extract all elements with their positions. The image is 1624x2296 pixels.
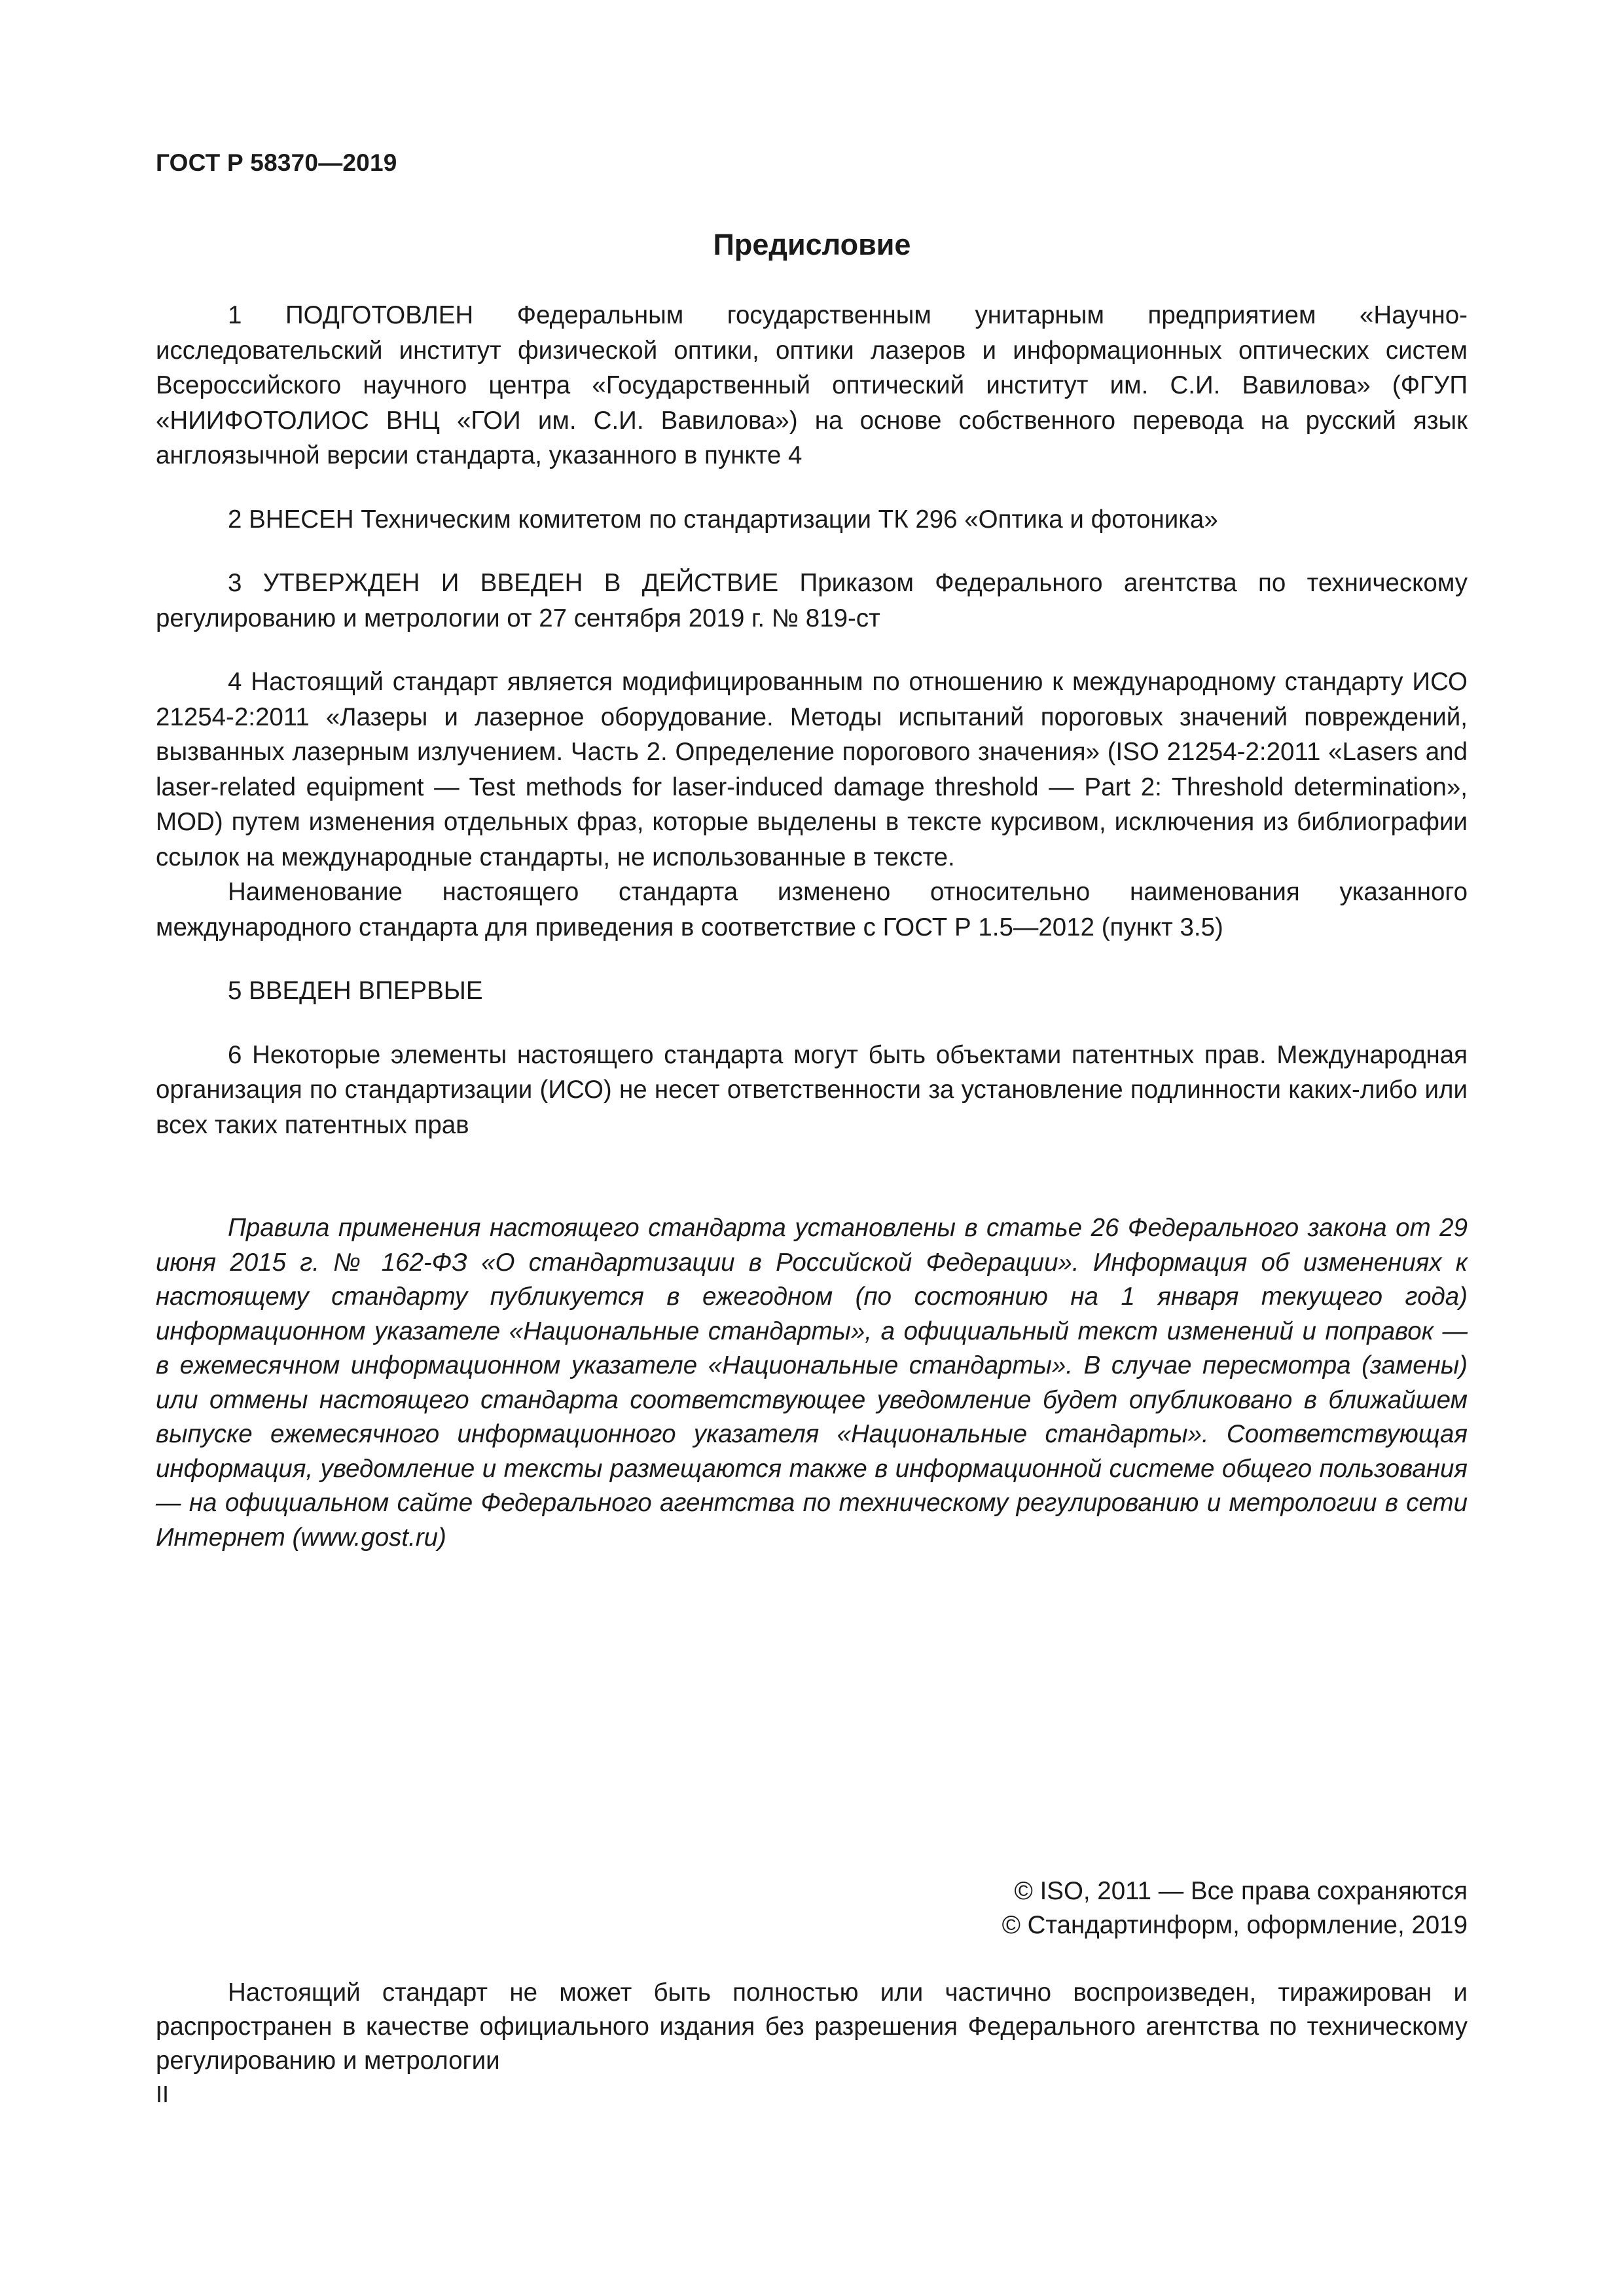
foreword-item-3: 3 УТВЕРЖДЕН И ВВЕДЕН В ДЕЙСТВИЕ Приказом Федерального агентства по техническому регулированию и метрологии от 27 сентября 2019 г. № 819-ст [156,569,1468,632]
foreword-body [156,298,1468,1142]
foreword-item-5: 5 ВВЕДЕН ВПЕРВЫЕ [228,977,483,1005]
copyright-block [1002,1874,1468,1942]
rules-text: Правила применения настоящего стандарта установлены в статье 26 Федерального закона от 29 июня 2015 г. № 162-ФЗ «О стандартизации в Российской Федерации». Информация об изменениях к настоящему стандарту публикуется в ежегодном (по состоянию на 1 января текущего года) информационном указателе «Национальные стандарты», а официальный текст изменений и поправок — в ежемесячном информационном указателе «Национальные стандарты». В случае пересмотра (замены) или отмены настоящего стандарта соответствующее уведомление будет опубликовано в ближайшем выпуске ежемесячного информационного указателя «Национальные стандарты». Соответствующая информация, уведомление и тексты размещаются также в информационной системе общего пользования — на официальном сайте Федерального агентства по техническому регулированию и метрологии в сети Интернет (www.gost.ru) [156,1214,1468,1552]
copyright-standartinform: © Стандартинформ, оформление, 2019 [1001,1911,1468,1939]
notice-text: Настоящий стандарт не может быть полностью или частично воспроизведен, тиражирован и распространен в качестве официального издания без разрешения Федерального агентства по техническому регулированию и метрологии [156,1978,1468,2075]
application-rules-note [156,1211,1468,1555]
foreword-item-6: 6 Некоторые элементы настоящего стандарта могут быть объектами патентных прав. Международная организация по стандартизации (ИСО) не несет ответственности за установление подлинности каких-либо или всех таких патентных прав [156,1040,1468,1139]
document-code: ГОСТ Р 58370—2019 [156,149,397,176]
foreword-item-4-naming: Наименование настоящего стандарта изменено относительно наименования указанного международного стандарта для приведения в соответствие с ГОСТ Р 1.5—2012 (пункт 3.5) [156,878,1468,941]
copyright-iso: © ISO, 2011 — Все права сохраняются [1014,1877,1468,1905]
foreword-item-1: 1 ПОДГОТОВЛЕН Федеральным государственным унитарным предприятием «Научно-исследовательский институт физической оптики, оптики лазеров и информационных оптических систем Всероссийского научного центра «Государственный оптический институт им. С.И. Вавилова» (ФГУП «НИИФОТОЛИОС ВНЦ «ГОИ им. С.И. Вавилова») на основе собственного перевода на русский язык англоязычной версии стандарта, указанного в пункте 4 [156,301,1468,469]
page-number: II [156,2081,170,2107]
page-title: Предисловие [713,228,911,261]
reproduction-notice [156,1976,1468,2078]
foreword-item-2: 2 ВНЕСЕН Техническим комитетом по стандартизации ТК 296 «Оптика и фотоника» [228,505,1218,534]
foreword-item-4: 4 Настоящий стандарт является модифицированным по отношению к международному стандарту ИСО 21254-2:2011 «Лазеры и лазерное оборудование. Методы испытаний пороговых значений повреждений, вызванных лазерным излучением. Часть 2. Определение порогового значения» (ISO 21254-2:2011 «Lasers and laser-related equipment — Test methods for laser-induced damage threshold — Part 2: Threshold determination», MOD) путем изменения отдельных фраз, которые выделены в тексте курсивом, исключения из библиографии ссылок на международные стандарты, не использованные в тексте. [156,668,1468,871]
